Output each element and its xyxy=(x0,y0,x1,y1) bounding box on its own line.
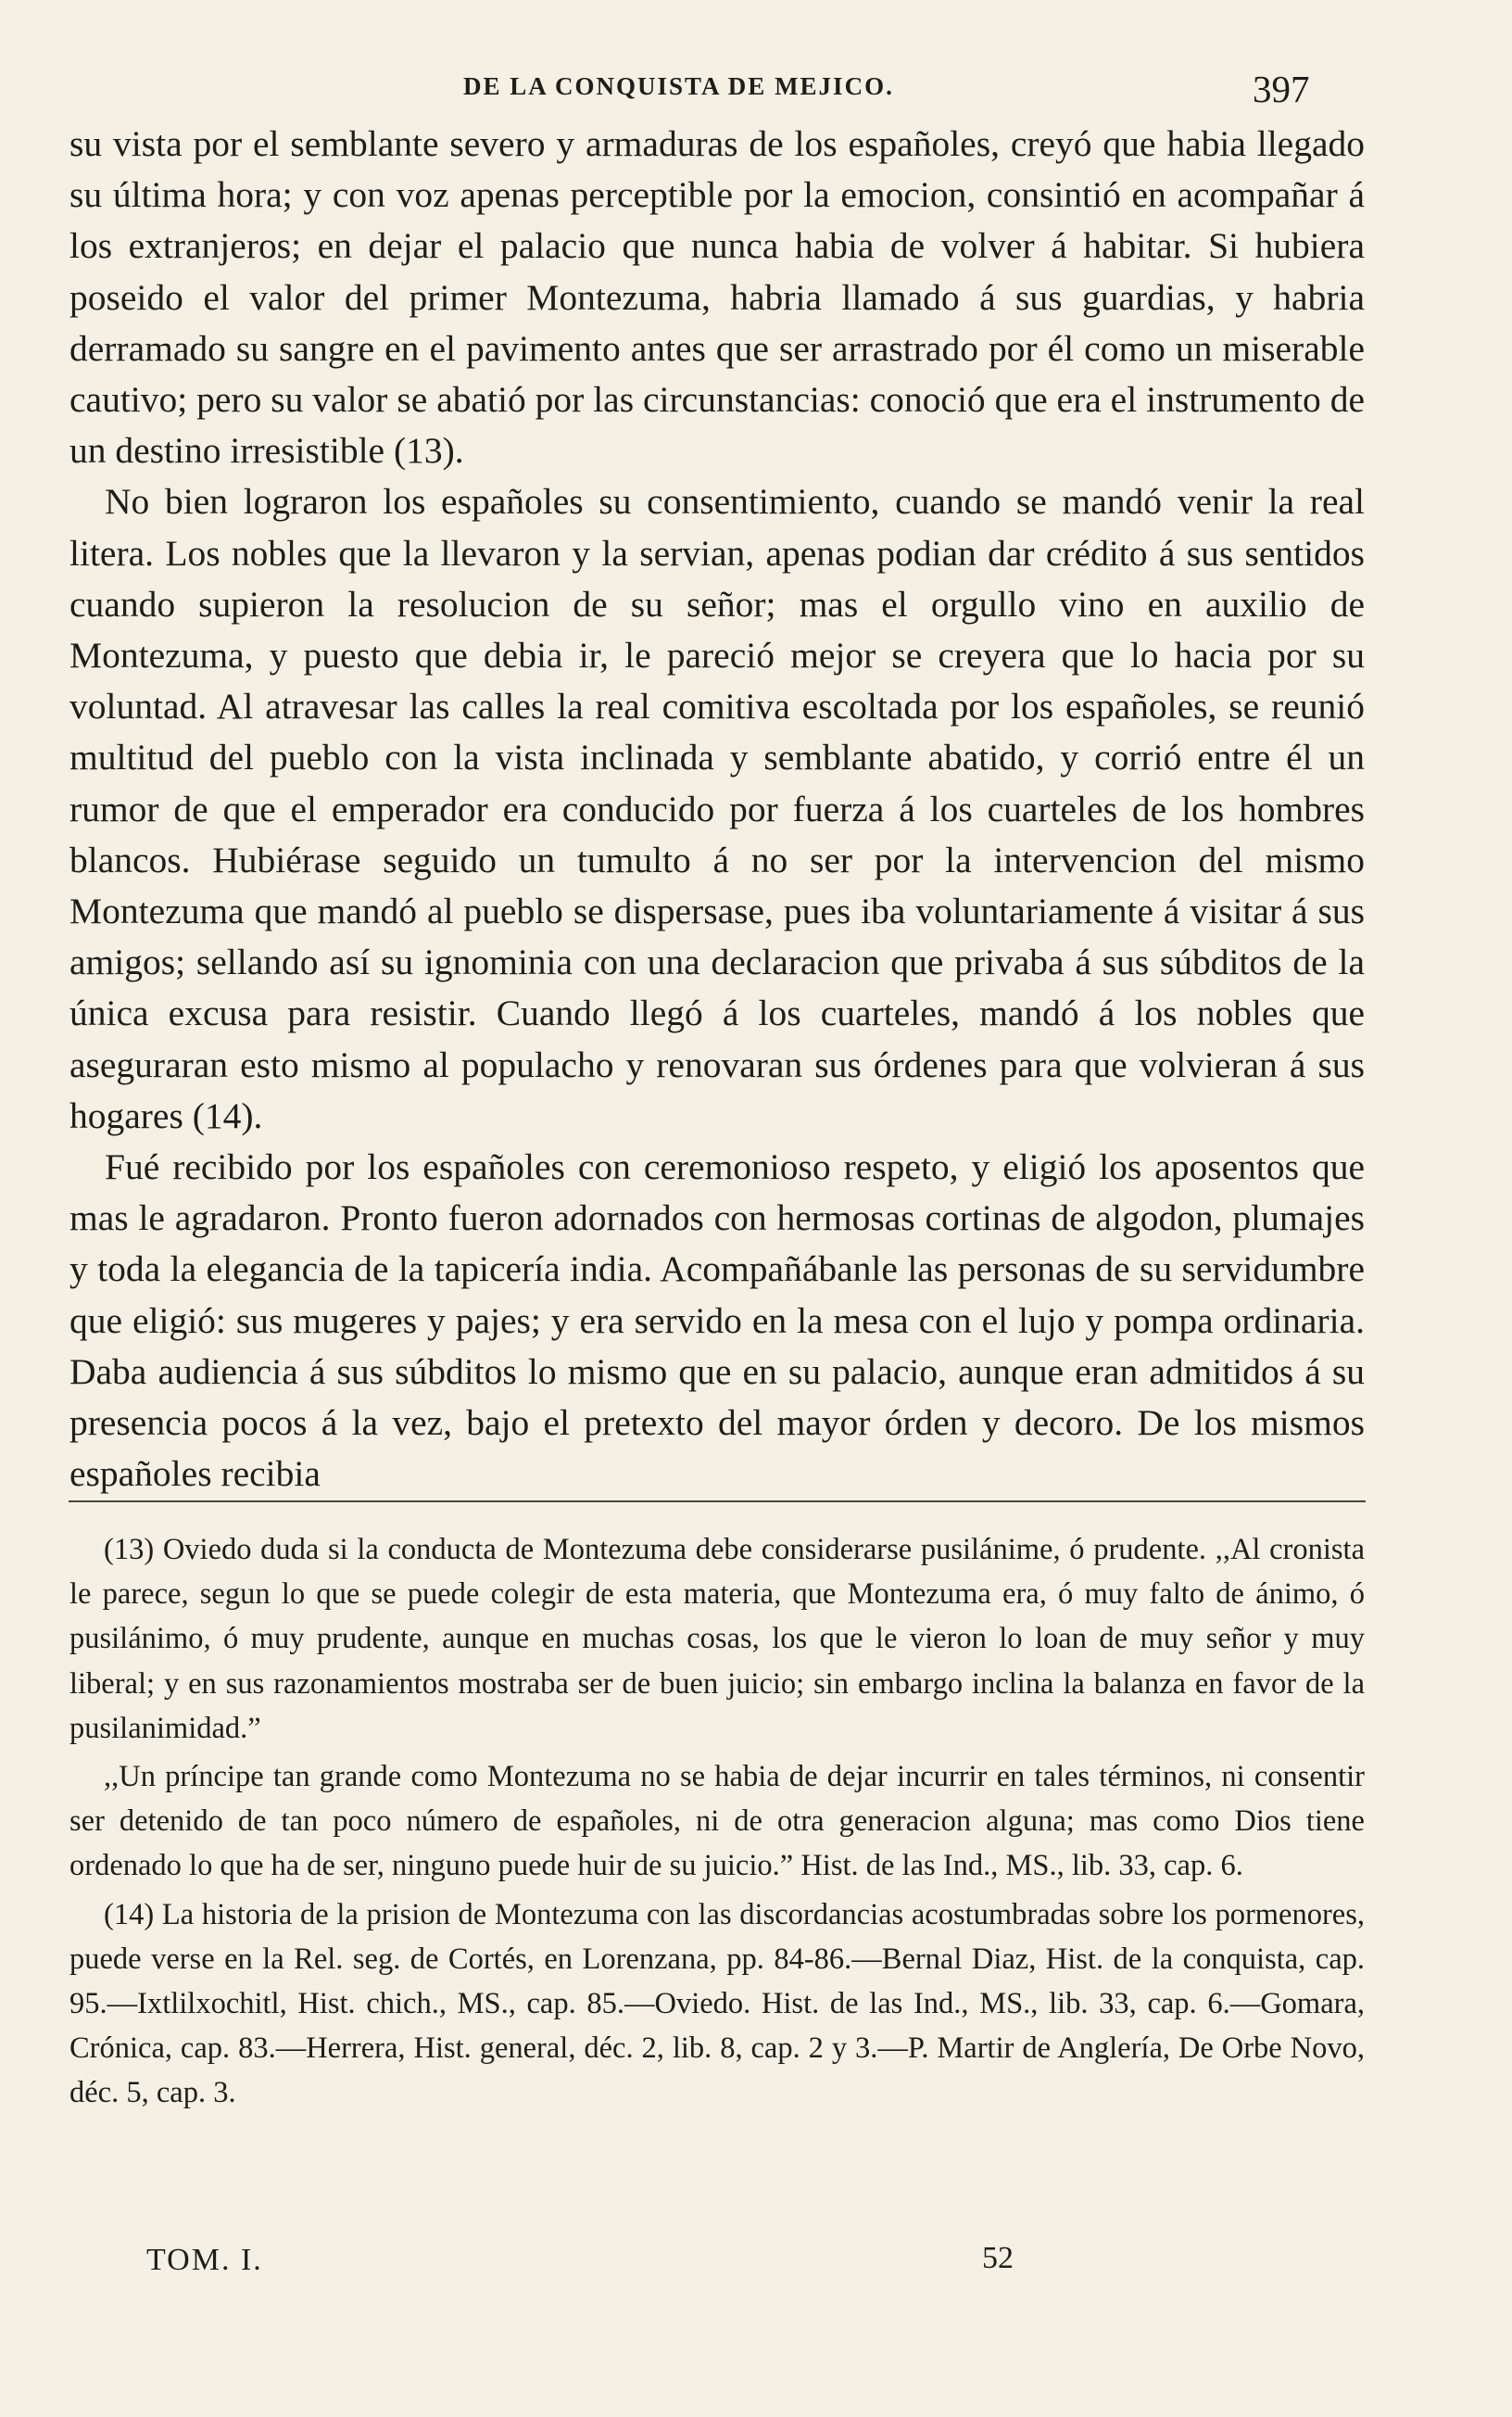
running-title: DE LA CONQUISTA DE MEJICO. xyxy=(463,72,894,100)
page-number: 397 xyxy=(1253,68,1310,110)
paragraph: No bien lograron los españoles su consentimiento, cuando se mandó venir la real litera. Los nobles que la llevaron y la servian, apenas podian dar crédito á sus sentidos cuando supieron la resolucion de su señor; mas el orgullo vino en auxilio de Montezuma, y puesto que debia ir, le pareció mejor se creyera que lo hacia por su voluntad. Al atravesar las calles la real comitiva escoltada por los españoles, se reunió multitud del pueblo con la vista inclinada y semblante abatido, y corrió entre él un rumor de que el emperador era conducido por fuerza á los cuarteles de los hombres blancos. Hubiérase seguido un tumulto á no ser por la intervencion del mismo Montezuma que mandó al pueblo se dispersase, pues iba voluntariamente á visitar á sus amigos; sellando así su ignominia con una declaracion que privaba á sus súbditos de la única excusa para resistir. Cuando llegó á los cuarteles, mandó á los nobles que aseguraran esto mismo al populacho y renovaran sus órdenes para que volvieran á sus hogares (14). xyxy=(69,481,1365,1136)
paragraph: Fué recibido por los españoles con ceremonioso respeto, y eligió los aposentos que mas le agradaron. Pronto fueron adornados con hermosas cortinas de algodon, plumajes y toda la elegancia de la tapicería india. Acompañábanle las personas de su servidumbre que eligió: sus mugeres y pajes; y era servido en la mesa con el lujo y pompa ordinaria. Daba audiencia á sus súbditos lo mismo que en su palacio, aunque eran admitidos á su presencia pocos á la vez, bajo el pretexto del mayor órden y decoro. De los mismos españoles recibia xyxy=(69,1146,1365,1495)
footnote-divider xyxy=(69,1500,1366,1502)
footnotes xyxy=(69,1527,1365,2120)
footnote: (14) La historia de la prision de Montezuma con las discordancias acostumbradas sobre los pormenores, puede verse en la Rel. seg. de Cortés, en Lorenzana, pp. 84-86.—Bernal Diaz, Hist. de la conquista, cap. 95.—Ixtlilxochitl, Hist. chich., MS., cap. 85.—Oviedo. Hist. de las Ind., MS., lib. 33, cap. 6.—Gomara, Crónica, cap. 83.—Herrera, Hist. general, déc. 2, lib. 8, cap. 2 y 3.—P. Martir de Anglería, De Orbe Novo, déc. 5, cap. 3. xyxy=(69,1897,1365,2110)
main-text xyxy=(69,119,1365,1500)
volume-label: TOM. I. xyxy=(146,2243,263,2277)
footnote: ,,Un príncipe tan grande como Montezuma no se habia de dejar incurrir en tales términos, ni consentir ser detenido de tan poco número de españoles, ni de otra generacion alguna; mas como Dios tiene ordenado lo que ha de ser, ninguno puede huir de su juicio.” Hist. de las Ind., MS., lib. 33, cap. 6. xyxy=(69,1760,1365,1883)
signature-mark: 52 xyxy=(982,2241,1014,2275)
paragraph: su vista por el semblante severo y armaduras de los españoles, creyó que habia llegado su última hora; y con voz apenas perceptible por la emocion, consintió en acompañar á los extranjeros; en dejar el palacio que nunca habia de volver á habitar. Si hubiera poseido el valor del primer Montezuma, habria llamado á sus guardias, y habria derramado su sangre en el pavimento antes que ser arrastrado por él como un miserable cautivo; pero su valor se abatió por las circunstancias: conoció que era el instrumento de un destino irresistible (13). xyxy=(69,123,1365,472)
footnote: (13) Oviedo duda si la conducta de Montezuma debe considerarse pusilánime, ó prudente. ,,Al cronista le parece, segun lo que se puede colegir de esta materia, que Montezuma era, ó muy falto de ánimo, ó pusilánimo, ó muy prudente, aunque en muchas cosas, los que le vieron lo loan de muy señor y muy liberal; y en sus razonamientos mostraba ser de buen juicio; sin embargo inclina la balanza en favor de la pusilanimidad.” xyxy=(69,1533,1365,1745)
